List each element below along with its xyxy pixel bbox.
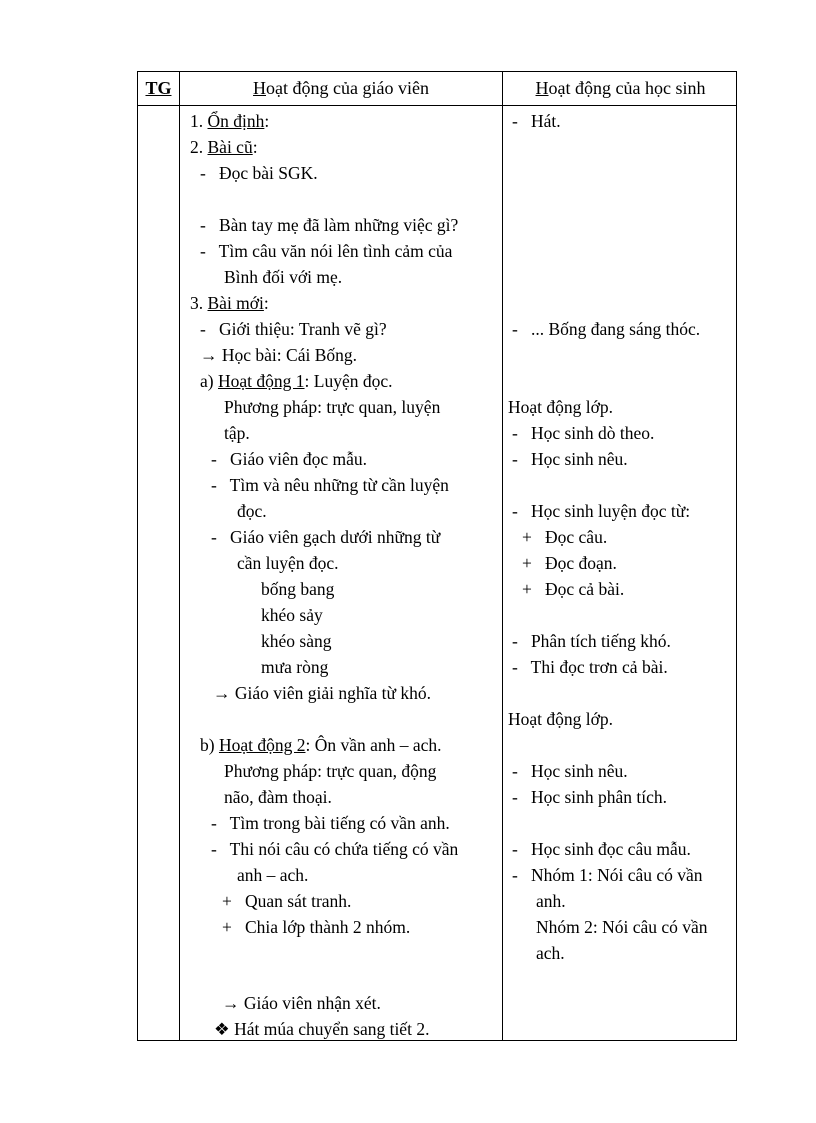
line-text: Tìm câu văn nói lên tình cảm của	[218, 241, 453, 261]
teacher-line	[200, 212, 458, 238]
line-text: Giáo viên giải nghĩa từ khó.	[234, 683, 431, 703]
line-text: mưa ròng	[261, 657, 329, 677]
line-text: Quan sát tranh.	[245, 891, 352, 911]
list-marker: -	[211, 813, 230, 833]
student-line	[522, 524, 607, 550]
line-text: Học bài: Cái Bống.	[221, 345, 357, 365]
list-marker: -	[512, 111, 531, 131]
header-teacher	[180, 72, 502, 105]
line-text: Tìm và nêu những từ cần luyện	[229, 475, 449, 495]
line-text: :	[264, 111, 270, 131]
teacher-line	[224, 264, 342, 290]
teacher-line	[200, 316, 387, 342]
teacher-line	[190, 134, 258, 160]
line-text: : Ôn vần anh – ach.	[305, 735, 442, 755]
list-marker: +	[222, 917, 245, 937]
line-text: Nhóm 1: Nói câu có vần	[530, 865, 703, 885]
teacher-line	[224, 394, 440, 420]
student-line	[522, 576, 624, 602]
line-text: Thi đọc trơn cả bài.	[530, 657, 668, 677]
line-text: Tìm trong bài tiếng có vần anh.	[229, 813, 450, 833]
teacher-line	[200, 368, 392, 394]
line-text: : Luyện đọc.	[304, 371, 393, 391]
list-marker: +	[522, 579, 545, 599]
line-text: ach.	[536, 943, 565, 963]
student-line	[508, 394, 613, 420]
teacher-line	[200, 238, 452, 264]
list-marker: -	[512, 839, 531, 859]
teacher-line	[200, 342, 357, 368]
teacher-line	[222, 914, 410, 940]
column-divider	[502, 72, 503, 1040]
student-line	[512, 446, 628, 472]
teacher-line	[261, 576, 334, 602]
student-line	[512, 862, 703, 888]
list-marker: a)	[200, 371, 218, 391]
student-line	[536, 914, 708, 940]
teacher-line	[224, 758, 436, 784]
section-heading: Bài cũ	[207, 137, 253, 157]
list-marker: -	[512, 761, 531, 781]
line-text: Học sinh nêu.	[530, 761, 628, 781]
teacher-line	[222, 990, 381, 1016]
list-marker: →	[200, 345, 222, 365]
header-tg: TG	[145, 78, 172, 98]
line-text: Giáo viên gạch dưới những từ	[229, 527, 441, 547]
list-marker: -	[211, 449, 230, 469]
list-marker: -	[211, 839, 230, 859]
teacher-line	[224, 784, 332, 810]
teacher-line	[224, 420, 250, 446]
line-text: Giáo viên đọc mẫu.	[229, 449, 367, 469]
line-text: ... Bống đang sáng thóc.	[530, 319, 701, 339]
line-text: Bình đối với mẹ.	[224, 267, 343, 287]
line-text: Phương pháp: trực quan, luyện	[224, 397, 441, 417]
teacher-line	[200, 732, 442, 758]
line-text: tập.	[224, 423, 250, 443]
list-marker: -	[200, 163, 219, 183]
teacher-line	[211, 446, 367, 472]
section-heading: Bài mới	[207, 293, 264, 313]
list-marker: -	[512, 319, 531, 339]
teacher-line	[211, 810, 450, 836]
line-text: anh.	[536, 891, 566, 911]
header-teacher-initial: H	[253, 78, 267, 98]
line-text: Đọc câu.	[545, 527, 608, 547]
line-text: Phương pháp: trực quan, động	[224, 761, 437, 781]
list-marker: 2.	[190, 137, 208, 157]
list-marker: -	[512, 501, 531, 521]
line-text: Hát.	[530, 111, 561, 131]
list-marker: 3.	[190, 293, 208, 313]
teacher-line	[237, 550, 339, 576]
student-line	[536, 888, 566, 914]
teacher-line	[237, 498, 267, 524]
line-text: Đọc cả bài.	[545, 579, 625, 599]
header-teacher-rest: oạt động của giáo viên	[266, 78, 429, 98]
line-text: Học sinh phân tích.	[530, 787, 668, 807]
teacher-line	[200, 160, 318, 186]
teacher-line	[211, 472, 449, 498]
teacher-line	[261, 628, 331, 654]
list-marker: -	[512, 787, 531, 807]
line-text: Học sinh nêu.	[530, 449, 628, 469]
list-marker: -	[512, 631, 531, 651]
header-student-initial: H	[535, 78, 549, 98]
student-line	[512, 654, 668, 680]
line-text: đọc.	[237, 501, 267, 521]
list-marker: 1.	[190, 111, 208, 131]
student-line	[512, 498, 690, 524]
list-marker: →	[213, 683, 235, 703]
teacher-line	[211, 836, 458, 862]
list-marker: -	[200, 215, 219, 235]
student-line	[512, 108, 561, 134]
list-marker: -	[211, 527, 230, 547]
student-line	[522, 550, 617, 576]
teacher-line	[261, 654, 328, 680]
line-text: Bàn tay mẹ đã làm những việc gì?	[218, 215, 459, 235]
column-divider	[179, 72, 180, 1040]
list-marker: -	[512, 657, 531, 677]
teacher-line	[190, 290, 269, 316]
line-text: Hát múa chuyển sang tiết 2.	[234, 1019, 430, 1039]
teacher-line	[214, 1016, 429, 1042]
line-text: :	[263, 293, 269, 313]
list-marker: +	[522, 553, 545, 573]
list-marker: -	[200, 319, 219, 339]
line-text: bống bang	[261, 579, 335, 599]
list-marker: -	[211, 475, 230, 495]
header-student-rest: oạt động của học sinh	[548, 78, 706, 98]
student-line	[508, 706, 613, 732]
section-heading: Hoạt động 1	[217, 371, 305, 391]
teacher-line	[237, 862, 308, 888]
line-text: Học sinh luyện đọc từ:	[530, 501, 691, 521]
teacher-line	[261, 602, 323, 628]
list-marker: ❖	[214, 1019, 235, 1039]
teacher-line	[190, 108, 269, 134]
line-text: Đọc bài SGK.	[218, 163, 318, 183]
line-text: Thi nói câu có chứa tiếng có vần	[229, 839, 459, 859]
line-text: Nhóm 2: Nói câu có vần	[536, 917, 708, 937]
line-text: anh – ach.	[237, 865, 309, 885]
student-line	[512, 316, 700, 342]
list-marker: →	[222, 993, 244, 1013]
line-text: não, đàm thoại.	[224, 787, 332, 807]
list-marker: +	[522, 527, 545, 547]
teacher-line	[222, 888, 351, 914]
line-text: Chia lớp thành 2 nhóm.	[245, 917, 411, 937]
line-text: khéo sàng	[261, 631, 332, 651]
line-text: Hoạt động lớp.	[508, 397, 614, 417]
student-line	[512, 836, 691, 862]
section-heading: Ổn định	[207, 111, 265, 131]
student-line	[512, 420, 654, 446]
header-student	[503, 72, 738, 105]
list-marker: b)	[200, 735, 219, 755]
section-heading: Hoạt động 2	[218, 735, 306, 755]
line-text: Học sinh đọc câu mẫu.	[530, 839, 691, 859]
list-marker: -	[512, 865, 531, 885]
line-text: :	[252, 137, 258, 157]
line-text: Phân tích tiếng khó.	[530, 631, 671, 651]
student-line	[512, 628, 671, 654]
line-text: Đọc đoạn.	[545, 553, 617, 573]
student-line	[536, 940, 565, 966]
line-text: cần luyện đọc.	[237, 553, 339, 573]
list-marker: -	[512, 423, 531, 443]
line-text: Học sinh dò theo.	[530, 423, 655, 443]
line-text: Giới thiệu: Tranh vẽ gì?	[218, 319, 387, 339]
header-divider	[138, 105, 736, 106]
line-text: khéo sảy	[261, 605, 323, 625]
list-marker: -	[200, 241, 219, 261]
teacher-line	[213, 680, 431, 706]
line-text: Giáo viên nhận xét.	[243, 993, 381, 1013]
student-line	[512, 784, 667, 810]
list-marker: +	[222, 891, 245, 911]
student-line	[512, 758, 628, 784]
line-text: Hoạt động lớp.	[508, 709, 614, 729]
list-marker: -	[512, 449, 531, 469]
teacher-line	[211, 524, 440, 550]
